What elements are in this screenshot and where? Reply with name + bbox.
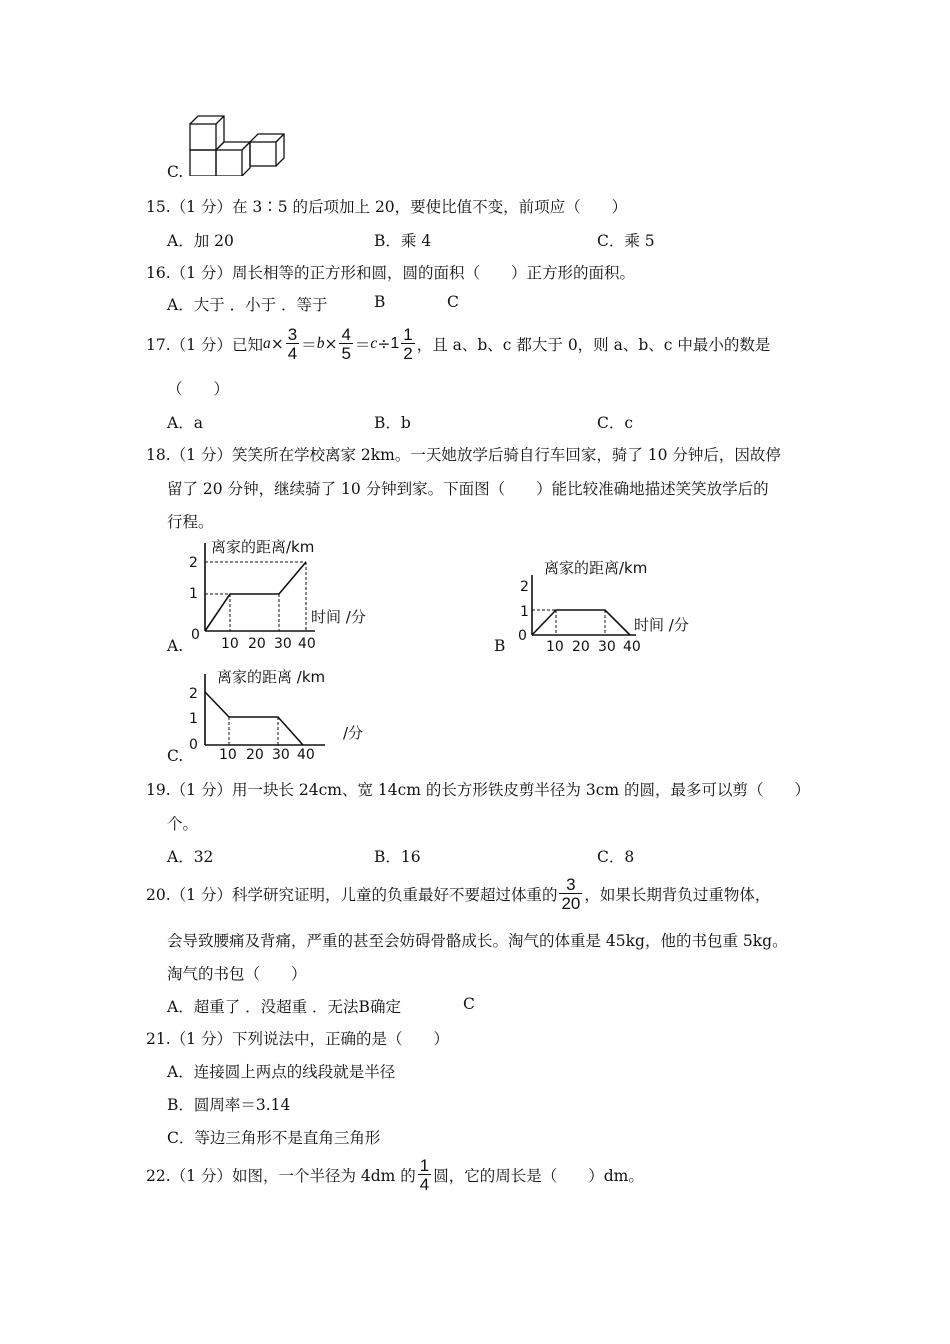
q20-fraction-3-20	[559, 876, 582, 912]
q15-stem: 15.（1 分）在 3∶5 的后项加上 20，要使比值不变，前项应（ ）	[146, 198, 628, 216]
q17-prefix: 17.（1 分）已知	[146, 336, 263, 354]
graph-b-xtick-30: 30	[598, 639, 616, 655]
q14-cube-figure	[188, 114, 288, 176]
graph-b	[512, 555, 712, 655]
q22-frac-den: 4	[419, 1175, 430, 1194]
graph-c-ytick-2: 2	[189, 686, 198, 702]
q20-frac-num: 3	[566, 875, 576, 894]
q18-line1: 18.（1 分）笑笑所在学校离家 2km。一天她放学后骑自行车回家，骑了 10 分钟后，因故停	[146, 446, 781, 464]
q15-option-a: A．加 20	[167, 232, 234, 250]
q22-prefix: 22.（1 分）如图，一个半径为 4dm 的	[146, 1167, 416, 1185]
q19-option-c: C．8	[597, 848, 635, 866]
graph-a-xtick-30: 30	[274, 636, 292, 652]
q20-suffix: ，如果长期背负过重物体，	[584, 886, 771, 904]
graph-c-xtick-20: 20	[246, 747, 264, 763]
q17-var-b: b	[316, 335, 325, 352]
graph-b-label: B	[494, 637, 506, 655]
graph-b-ylabel: 离家的距离/km	[544, 559, 648, 577]
q21-option-c: C．等边三角形不是直角三角形	[167, 1129, 381, 1147]
q21-stem: 21.（1 分）下列说法中，正确的是（ ）	[146, 1030, 449, 1048]
q20-option-c: C	[463, 995, 475, 1013]
graph-c-label: C.	[167, 747, 184, 765]
graph-c-ylabel: 离家的距离 /km	[217, 668, 326, 686]
q16-option-b: B	[374, 293, 386, 311]
graph-a	[185, 535, 385, 655]
q21-option-a: A．连接圆上两点的线段就是半径	[167, 1063, 396, 1081]
q22-suffix: 圆，它的周长是（ ）dm。	[433, 1167, 644, 1185]
q17-stem	[146, 322, 770, 366]
q17-times2: ×	[324, 335, 338, 353]
q17-var-c: c	[370, 335, 378, 352]
q17-mixed-int: 1	[390, 335, 400, 352]
graph-c-xtick-10: 10	[219, 747, 237, 763]
q17-frac2-den: 5	[341, 344, 351, 363]
graph-c-xtick-30: 30	[272, 747, 290, 763]
q17-eq1: ＝	[301, 336, 317, 354]
q18-line3: 行程。	[167, 513, 214, 531]
graph-a-xlabel: 时间 /分	[311, 608, 366, 626]
q17-fraction-4-5	[339, 326, 352, 362]
graph-c-line	[205, 692, 303, 745]
q20-options-line: A．超重了 ．没超重 ．无法B确定	[167, 998, 401, 1016]
q20-prefix: 20.（1 分）科学研究证明，儿童的负重最好不要超过体重的	[146, 886, 558, 904]
graph-c-ytick-0: 0	[189, 737, 198, 753]
q17-div: ÷	[377, 335, 391, 353]
q17-option-b: B．b	[374, 414, 411, 432]
q17-frac1-num: 3	[287, 325, 298, 344]
graph-a-ytick-0: 0	[191, 627, 200, 643]
graph-a-ytick-2: 2	[189, 555, 198, 571]
graph-b-xtick-20: 20	[572, 639, 590, 655]
graph-b-ytick-1: 1	[520, 604, 529, 620]
graph-c-xtick-40: 40	[297, 747, 315, 763]
graph-c-xlabel: /分	[343, 724, 364, 742]
q17-option-a: A．a	[167, 414, 203, 432]
graph-b-ytick-2: 2	[520, 579, 529, 595]
q22-fraction-1-4	[418, 1157, 431, 1193]
q19-option-a: A．32	[167, 848, 214, 866]
q20-line2: 会导致腰痛及背痛，严重的甚至会妨碍骨骼成长。淘气的体重是 45kg，他的书包重 5kg。	[167, 932, 788, 950]
graph-c-ytick-1: 1	[189, 711, 198, 727]
q20-frac-den: 20	[561, 894, 581, 913]
q15-option-c: C．乘 5	[597, 232, 655, 250]
q14-option-c-label: C.	[167, 163, 184, 181]
graph-b-xtick-40: 40	[623, 639, 641, 655]
q17-frac3-den: 2	[403, 344, 413, 363]
q17-frac1-den: 4	[287, 344, 298, 363]
graph-a-xtick-10: 10	[221, 636, 239, 652]
graph-a-xtick-40: 40	[298, 636, 316, 652]
q17-fraction-3-4	[286, 326, 299, 362]
q14-option-c	[167, 163, 183, 181]
q17-frac2-num: 4	[341, 325, 351, 344]
q17-paren: （ ）	[167, 380, 230, 398]
q18-line2: 留了 20 分钟，继续骑了 10 分钟到家。下面图（ ）能比较准确地描述笑笑放学后的	[167, 480, 769, 498]
q22-stem	[146, 1152, 644, 1198]
q20-line3: 淘气的书包（ ）	[167, 965, 307, 983]
q15-option-b: B．乘 4	[374, 232, 432, 250]
q22-frac-num: 1	[419, 1156, 430, 1175]
q17-suffix: ，且 a、b、c 都大于 0，则 a、b、c 中最小的数是	[416, 336, 771, 354]
graph-b-ytick-0: 0	[518, 628, 527, 644]
q17-fraction-1-2	[401, 326, 414, 362]
graph-a-ytick-1: 1	[189, 586, 198, 602]
graph-b-line	[532, 610, 630, 635]
q19-line1: 19.（1 分）用一块长 24cm、宽 14cm 的长方形铁皮剪半径为 3cm 的圆，最多可以剪（ ）	[146, 781, 811, 799]
q17-eq2: ＝	[354, 336, 371, 354]
q16-stem: 16.（1 分）周长相等的正方形和圆，圆的面积（ ）正方形的面积。	[146, 264, 635, 282]
q21-option-b: B．圆周率＝3.14	[167, 1096, 291, 1114]
q17-var-a: a	[262, 335, 271, 352]
q17-times1: ×	[270, 335, 284, 353]
graph-b-xtick-10: 10	[546, 639, 564, 655]
q19-option-b: B．16	[374, 848, 421, 866]
graph-a-xtick-20: 20	[248, 636, 266, 652]
q16-option-c: C	[447, 293, 459, 311]
graph-a-ylabel: 离家的距离/km	[211, 538, 315, 556]
q19-line2: 个。	[167, 815, 199, 833]
graph-a-line	[205, 562, 306, 631]
q17-option-c: C．c	[597, 414, 634, 432]
graph-c	[185, 662, 385, 766]
q16-options-line: A．大于 ．小于 ．等于	[167, 296, 328, 314]
q20-stem	[146, 870, 770, 918]
graph-a-label: A.	[167, 637, 184, 655]
graph-b-xlabel: 时间 /分	[634, 616, 689, 634]
q17-frac3-num: 1	[403, 325, 413, 344]
